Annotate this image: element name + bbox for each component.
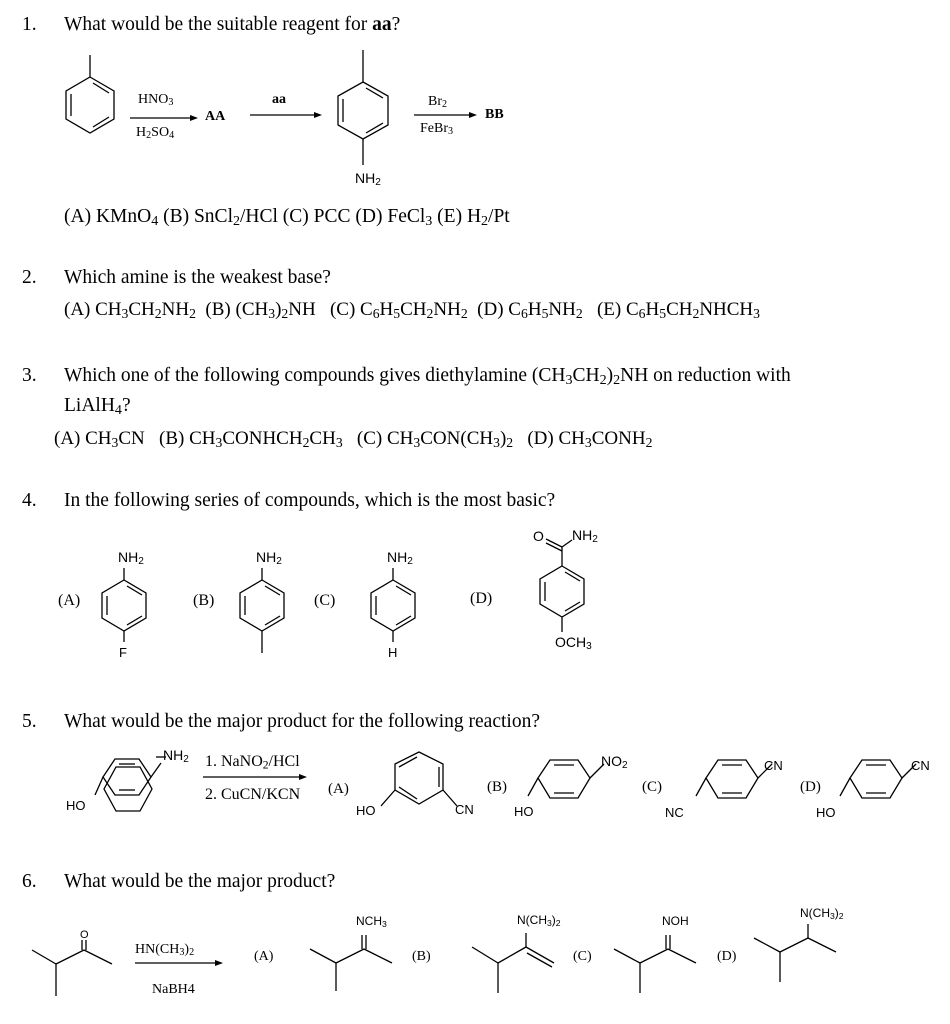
q5-option-b-label: (B) bbox=[487, 779, 507, 795]
q5-condition-1: 1. NaNO$_2$/HCl bbox=[205, 753, 300, 772]
q1-product-nh2: $NH_2$ bbox=[355, 170, 381, 189]
q1-arrow-3 bbox=[414, 110, 479, 120]
q5-arrow bbox=[203, 772, 308, 782]
q1-reagent-br2: $Br_2$ bbox=[428, 94, 448, 111]
q6-c-noh: NOH bbox=[662, 914, 689, 928]
q5-reactant-ring bbox=[95, 755, 175, 815]
q1-ptoluidine-structure bbox=[333, 50, 403, 180]
q6-option-d-label: (D) bbox=[717, 949, 737, 964]
q1-text bbox=[64, 13, 400, 37]
q4-d-och3: $OCH_3$ bbox=[555, 634, 592, 653]
q1-reagent-febr3: FeBr$_3$ bbox=[420, 121, 454, 138]
q6-condition-bottom: NaBH4 bbox=[152, 982, 195, 997]
q2-text: Which amine is the weakest base? bbox=[64, 267, 331, 288]
q6-option-b-label: (B) bbox=[412, 949, 431, 964]
q4-a-f: F bbox=[119, 645, 127, 660]
q6-b-structure bbox=[470, 933, 565, 998]
q1-reagent-hno3: $HNO_3$ bbox=[138, 92, 174, 109]
q4-c-nh2: $NH_2$ bbox=[387, 549, 413, 568]
q6-option-c-label: (C) bbox=[573, 949, 592, 964]
q5-number: 5. bbox=[22, 711, 37, 732]
q6-text: What would be the major product? bbox=[64, 871, 336, 892]
q4-d-o: O bbox=[533, 528, 544, 544]
q6-arrow bbox=[135, 958, 225, 968]
q4-b-nh2: $NH_2$ bbox=[256, 549, 282, 568]
q5-b-no2: $NO_2$ bbox=[601, 753, 628, 772]
q6-d-structure bbox=[752, 924, 847, 989]
q5-option-d-label: (D) bbox=[800, 779, 821, 795]
q5-c-nc: NC bbox=[665, 805, 684, 820]
q4-c-structure bbox=[369, 565, 429, 645]
q5-text: What would be the major product for the following reaction? bbox=[64, 711, 540, 732]
q5-c-cn: CN bbox=[764, 758, 783, 773]
q6-reactant-structure bbox=[28, 940, 118, 1010]
q2-number: 2. bbox=[22, 267, 37, 288]
q5-a-ho: HO bbox=[356, 803, 376, 818]
q1-text-pre: What would be the suitable reagent for bbox=[64, 14, 373, 35]
q5-condition-2: 2. CuCN/KCN bbox=[205, 786, 301, 803]
q5-option-a-label: (A) bbox=[328, 781, 349, 797]
q4-option-b-label: (B) bbox=[193, 592, 215, 609]
q5-reactant-ho: HO bbox=[66, 798, 86, 813]
q4-option-d-label: (D) bbox=[470, 590, 493, 607]
q6-a-nch3: $NCH_3$ bbox=[356, 914, 387, 929]
q3-options: (A) $CH_3CN$ (B) $CH_3CONHCH_2CH_3$ (C) $CH_3CON(CH_3)_2$ (D) $CH_3CONH_2$ bbox=[54, 428, 653, 450]
q5-d-cn: CN bbox=[911, 758, 930, 773]
q3-text-line1: Which one of the following compounds gives diethylamine $(CH_3CH_2)_2NH$ on reduction with bbox=[64, 365, 791, 389]
q5-option-c-label: (C) bbox=[642, 779, 662, 795]
q5-a-cn: CN bbox=[455, 802, 474, 817]
q4-text: In the following series of compounds, which is the most basic? bbox=[64, 490, 556, 511]
q2-options: (A) $CH_3CH_2NH_2$ (B) $(CH_3)_2NH$ (C) $C_6H_5CH_2NH_2$ (D) $C_6H_5NH_2$ (E) $C_6H_5CH_2NHCH_3$ bbox=[64, 299, 760, 321]
q4-d-nh2: $NH_2$ bbox=[572, 527, 598, 546]
q6-option-a-label: (A) bbox=[254, 949, 274, 964]
q1-reagent-h2so4: $H_2SO_4$ bbox=[136, 125, 175, 142]
q1-final-bb: BB bbox=[485, 107, 504, 122]
q6-number: 6. bbox=[22, 871, 37, 892]
q5-b-ho: HO bbox=[514, 804, 534, 819]
q1-number: 1. bbox=[22, 14, 37, 35]
q6-a-structure bbox=[308, 935, 398, 995]
q6-reactant-o: O bbox=[80, 929, 89, 941]
q4-option-c-label: (C) bbox=[314, 592, 336, 609]
q1-text-bold: aa bbox=[372, 14, 392, 35]
q5-reactant-nh2: $NH_2$ bbox=[163, 747, 189, 766]
q4-number: 4. bbox=[22, 490, 37, 511]
q4-a-structure bbox=[100, 565, 160, 645]
q6-b-n: $N(CH_3)_2$ bbox=[517, 913, 561, 928]
q4-option-a-label: (A) bbox=[58, 592, 81, 609]
q4-b-structure bbox=[238, 565, 298, 655]
q4-a-nh2: $NH_2$ bbox=[118, 549, 144, 568]
q1-toluene-structure bbox=[55, 55, 125, 155]
q1-arrow-2 bbox=[250, 110, 325, 120]
q6-c-structure bbox=[612, 935, 702, 1000]
q1-options: (A) KMnO$_4$ (B) SnCl$_2$/HCl (C) PCC (D) FeCl$_3$ (E) $H_2/Pt$ bbox=[64, 206, 510, 230]
q6-d-n: $N(CH_3)_2$ bbox=[800, 906, 844, 921]
q5-d-ho: HO bbox=[816, 805, 836, 820]
q4-c-h: H bbox=[388, 645, 398, 660]
q1-reagent-aa: aa bbox=[272, 92, 286, 107]
q1-intermediate-aa: AA bbox=[205, 109, 226, 124]
q6-condition-top: $HN(CH_3)_2$ bbox=[135, 942, 195, 959]
q1-text-post: ? bbox=[391, 14, 401, 35]
q4-d-structure bbox=[538, 533, 598, 643]
q1-arrow-1 bbox=[130, 113, 200, 123]
q3-number: 3. bbox=[22, 365, 37, 386]
q3-text-line2: LiAlH$_4$? bbox=[64, 395, 131, 419]
